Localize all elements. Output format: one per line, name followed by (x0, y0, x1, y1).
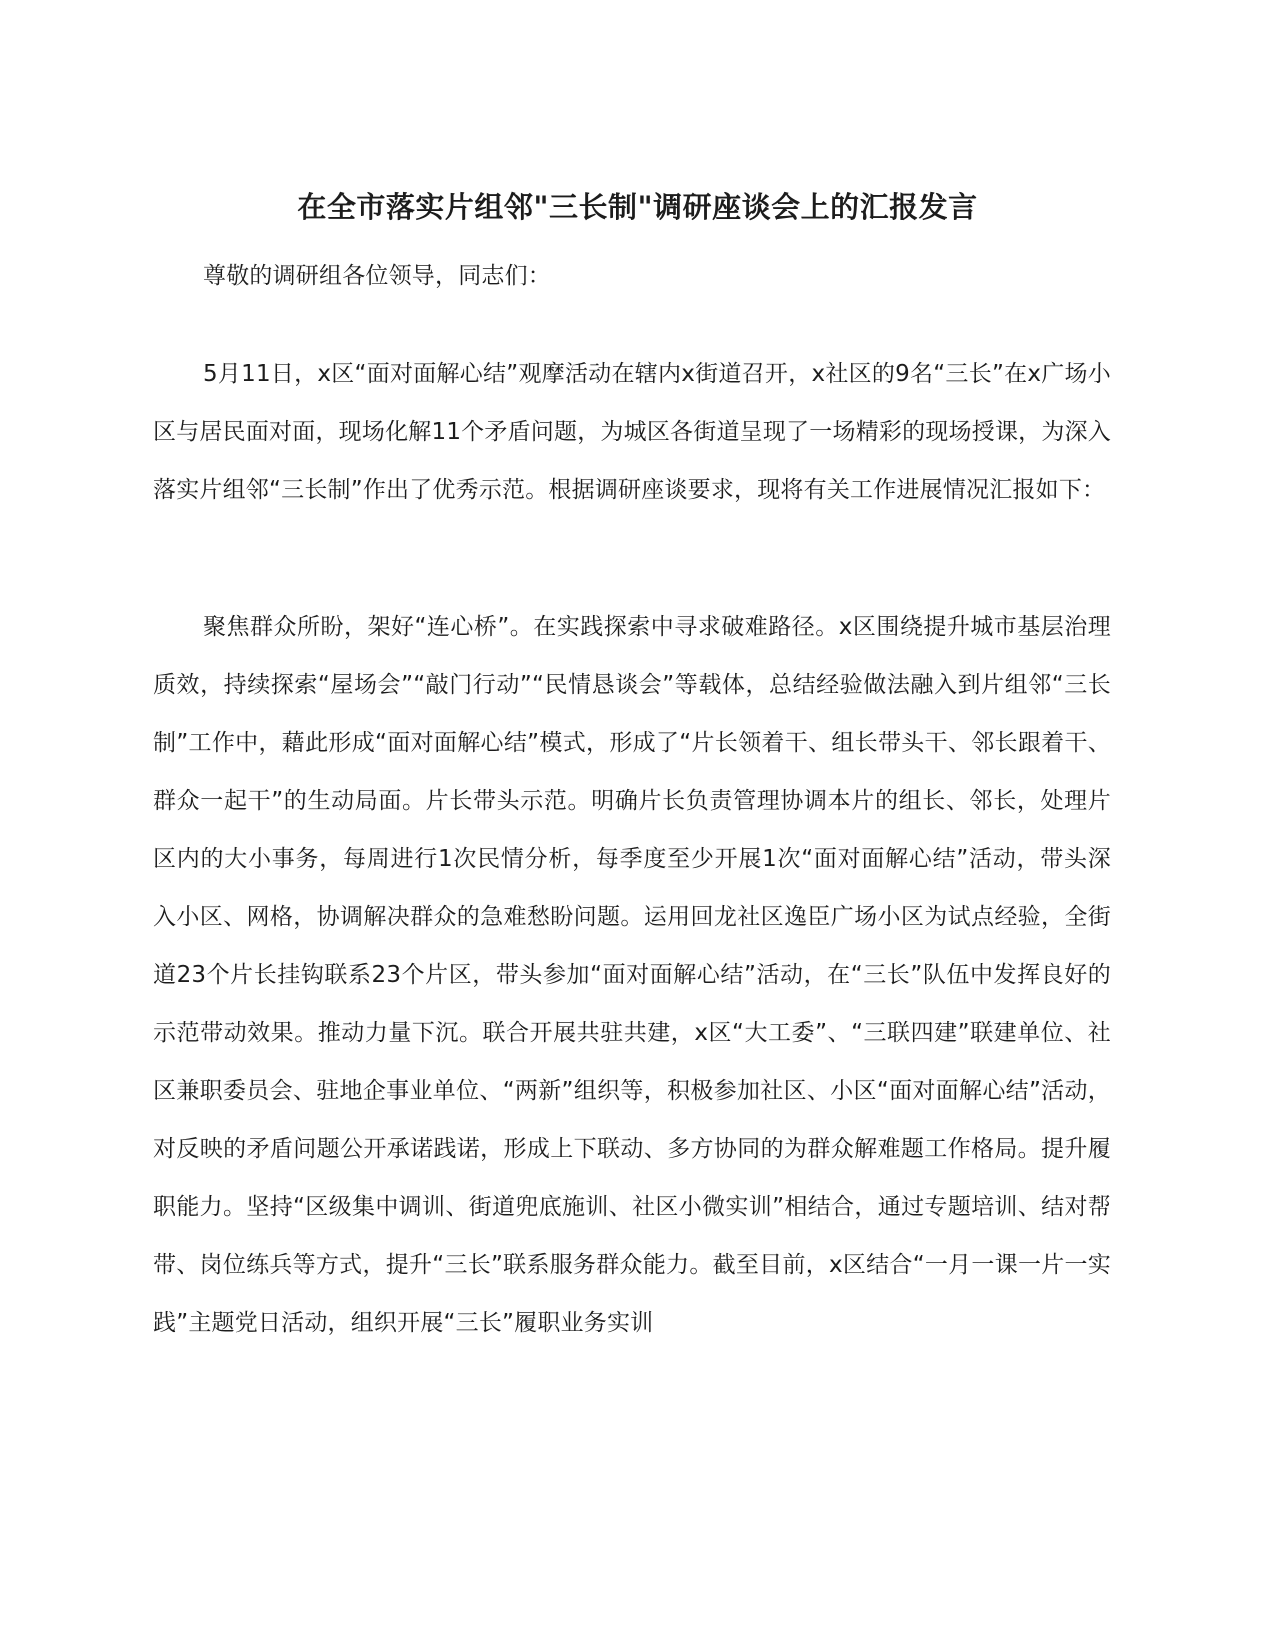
document-title: 在全市落实片组邻"三长制"调研座谈会上的汇报发言 (297, 190, 978, 224)
intro-paragraph: 5月11日，x区“面对面解心结”观摩活动在辖内x街道召开，x社区的9名“三长”在x广场小区与居民面对面，现场化解11个矛盾问题，为城区各街道呈现了一场精彩的现场授课，为深入落实片组邻“三长制”作出了优秀示范。根据调研座谈要求，现将有关工作进展情况汇报如下： (153, 361, 1111, 503)
body-paragraph: 聚焦群众所盼，架好“连心桥”。在实践探索中寻求破难路径。x区围绕提升城市基层治理质效，持续探索“屋场会”“敲门行动”“民情恳谈会”等载体，总结经验做法融入到片组邻“三长制”工作中，藉此形成“面对面解心结”模式，形成了“片长领着干、组长带头干、邻长跟着干、群众一起干”的生动局面。片长带头示范。明确片长负责管理协调本片的组长、邻长，处理片区内的大小事务，每周进行1次民情分析，每季度至少开展1次“面对面解心结”活动，带头深入小区、网格，协调解决群众的急难愁盼问题。运用回龙社区逸臣广场小区为试点经验，全街道23个片长挂钩联系23个片区，带头参加“面对面解心结”活动，在“三长”队伍中发挥良好的示范带动效果。推动力量下沉。联合开展共驻共建，x区“大工委”、“三联四建”联建单位、社区兼职委员会、驻地企事业单位、“两新”组织等，积极参加社区、小区“面对面解心结”活动，对反映的矛盾问题公开承诺践诺，形成上下联动、多方协同的为群众解难题工作格局。提升履职能力。坚持“区级集中调训、街道兜底施训、社区小微实训”相结合，通过专题培训、结对帮带、岗位练兵等方式，提升“三长”联系服务群众能力。截至目前，x区结合“一月一课一片一实践”主题党日活动，组织开展“三长”履职业务实训 (153, 614, 1111, 1336)
salutation-paragraph: 尊敬的调研组各位领导，同志们： (203, 263, 551, 289)
